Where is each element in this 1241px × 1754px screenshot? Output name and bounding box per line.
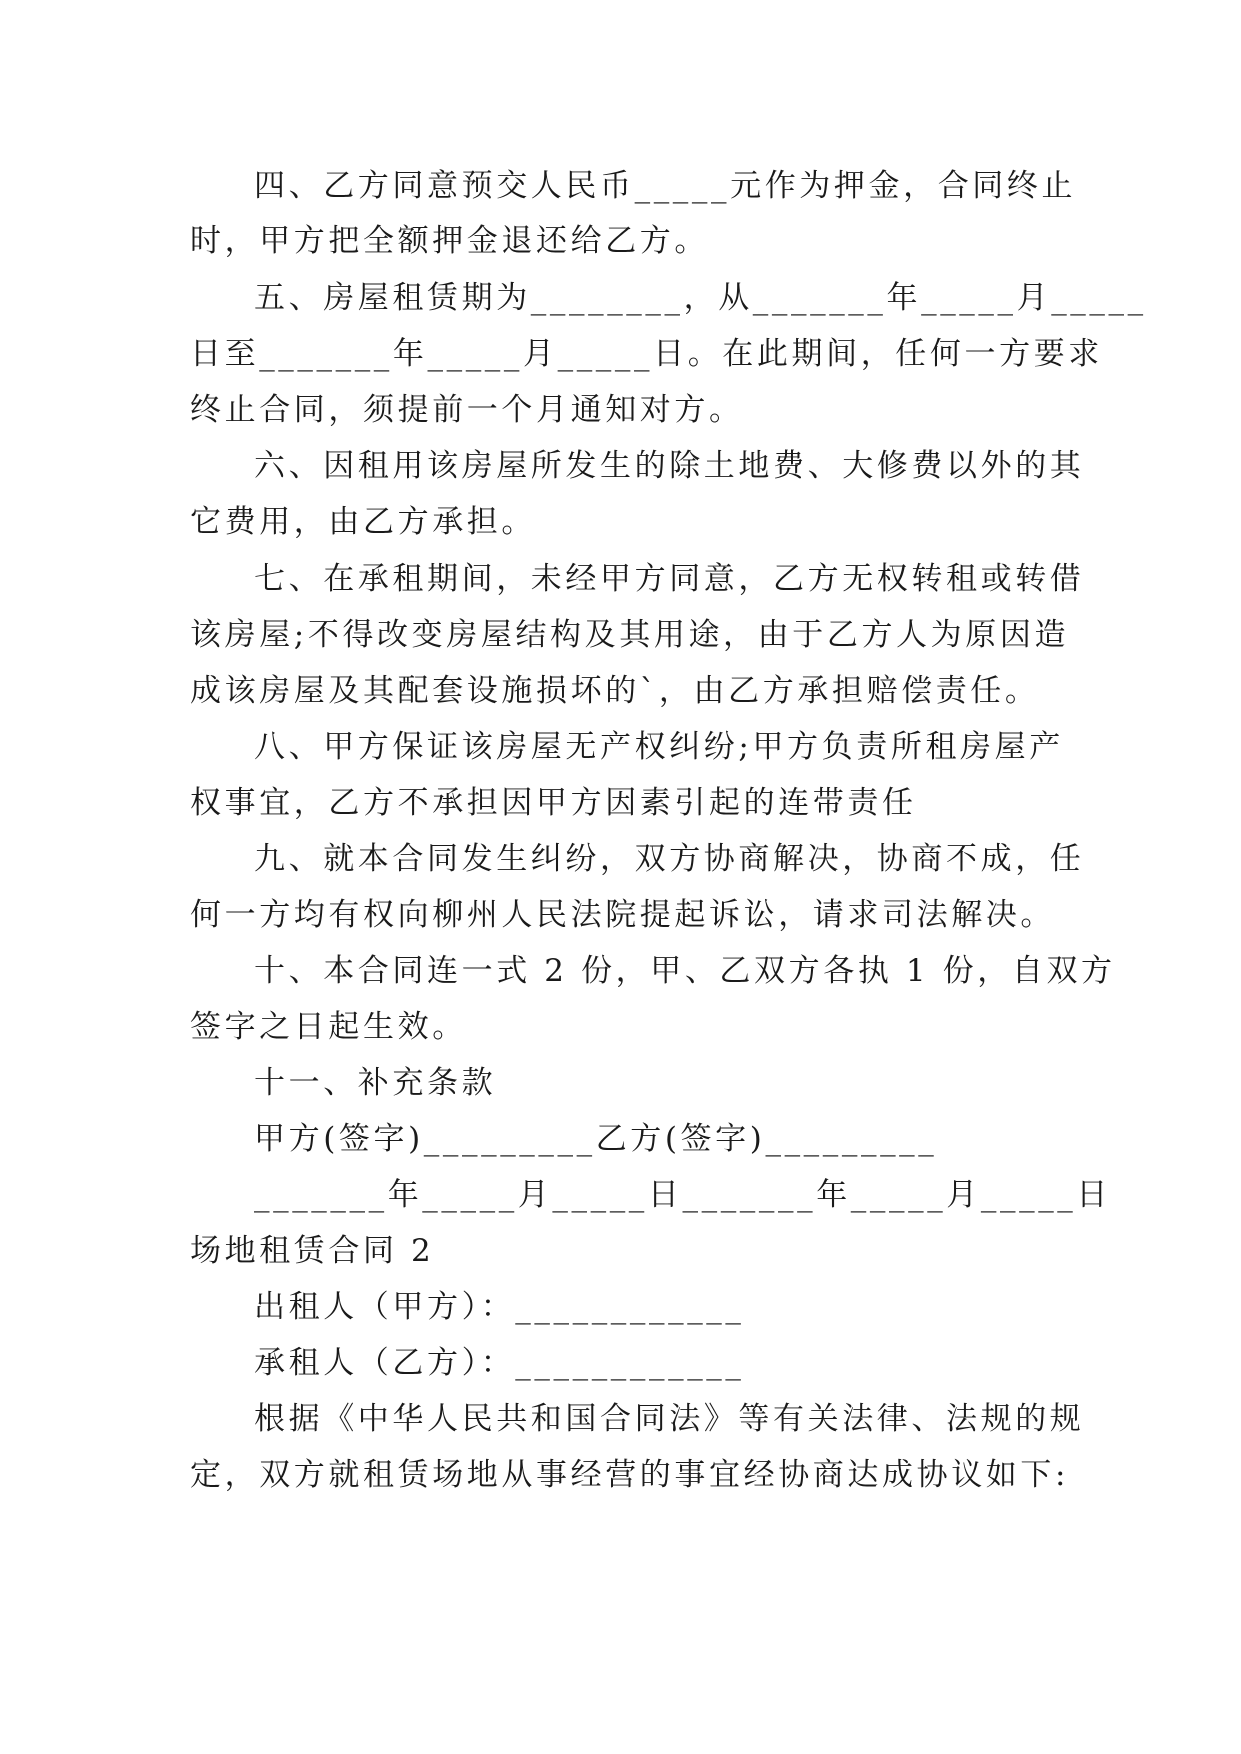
clause-5-line-1: 五、房屋租赁期为________，从_______年_____月_____: [254, 280, 1147, 316]
signature-date-line: _______年_____月_____日_______年_____月_____日: [254, 1177, 1111, 1213]
clause-7-line-2: 该房屋;不得改变房屋结构及其用途，由于乙方人为原因造: [190, 617, 1070, 653]
clause-4-line-2: 时，甲方把全额押金退还给乙方。: [190, 223, 709, 259]
signature-line: 甲方(签字)_________乙方(签字)_________: [254, 1121, 938, 1157]
clause-10-line-1: 十、本合同连一式 2 份，甲、乙双方各执 1 份，自双方: [254, 953, 1116, 989]
clause-9-line-1: 九、就本合同发生纠纷，双方协商解决，协商不成，任: [254, 841, 1085, 877]
clause-4-line-1: 四、乙方同意预交人民币_____元作为押金，合同终止: [254, 168, 1077, 204]
clause-7-line-1: 七、在承租期间，未经甲方同意，乙方无权转租或转借: [254, 561, 1085, 597]
clause-5-line-2: 日至_______年_____月_____日。在此期间，任何一方要求: [190, 336, 1103, 372]
clause-6-line-1: 六、因租用该房屋所发生的除土地费、大修费以外的其: [254, 448, 1085, 484]
clause-10-line-2: 签字之日起生效。: [190, 1009, 467, 1045]
clause-5-line-3: 终止合同，须提前一个月通知对方。: [190, 392, 744, 428]
clause-7-line-3: 成该房屋及其配套设施损坏的`，由乙方承担赔偿责任。: [190, 673, 1040, 709]
lessor-line: 出租人（甲方）：____________: [254, 1289, 745, 1325]
preamble-line-1: 根据《中华人民共和国合同法》等有关法律、法规的规: [254, 1401, 1085, 1437]
lessee-line: 承租人（乙方）：____________: [254, 1345, 745, 1381]
clause-6-line-2: 它费用，由乙方承担。: [190, 504, 536, 540]
clause-8-line-2: 权事宜，乙方不承担因甲方因素引起的连带责任: [190, 785, 917, 821]
preamble-line-2: 定，双方就租赁场地从事经营的事宜经协商达成协议如下:: [190, 1457, 1070, 1493]
clause-11: 十一、补充条款: [254, 1065, 497, 1101]
section-title: 场地租赁合同 2: [190, 1233, 435, 1269]
clause-8-line-1: 八、甲方保证该房屋无产权纠纷;甲方负责所租房屋产: [254, 729, 1064, 765]
clause-9-line-2: 何一方均有权向柳州人民法院提起诉讼，请求司法解决。: [190, 897, 1055, 933]
